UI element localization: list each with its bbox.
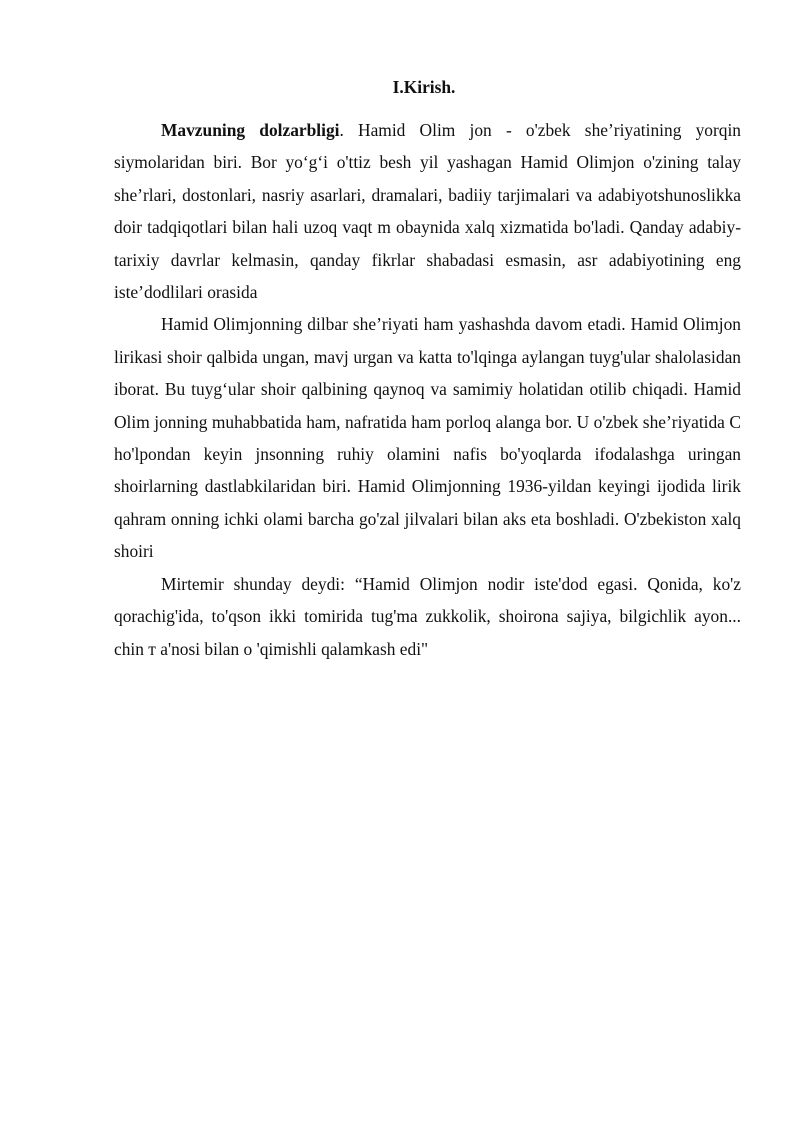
paragraph-2: Hamid Olimjonning dilbar she’riyati ham yashashda davom etadi. Hamid Olimjon lirikasi shoir qalbida ungan, mavj urgan va katta to'lqinga aylangan tuyg'ular shalolasidan iborat. Bu tuyg‘ular shoir qalbining qaynoq va samimiy holatidan otilib chiqadi. Hamid Olim jonning muhabbatida ham, nafratida ham porloq alanga bor. U o'zbek she’riyatida C ho'lpondan keyin jnsonning ruhiy olamini nafis bo'yoqlarda ifodalashga uringan shoirlarning dastlabkilaridan biri. Hamid Olimjonning 1936-yildan keyingi ijodida lirik qahram onning ichki olami barcha go'zal jilvalari bilan aks eta boshladi. O'zbekiston xalq shoiri (114, 314, 741, 562)
paragraph-1 (114, 114, 741, 308)
paragraph-1-lead: Mavzuning dolzarbligi (161, 120, 340, 140)
paragraph-1-text: . Hamid Olim jon - o'zbek she’riyatining yorqin siymolaridan biri. Bor yo‘g‘i o'ttiz besh yil yashagan Hamid Olimjon o'zining talay she’rlari, dostonlari, nasriy asarlari, dramalari, badiiy tarjimalari va adabiyotshunoslikka doir tadqiqotlari bilan hali uzoq vaqt m obaynida xalq xizmatida bo'ladi. Qanday adabiy-tarixiy davrlar kelmasin, qanday fikrlar shabadasi esmasin, asr adabiyotining eng iste’dodlilari orasida (114, 120, 741, 303)
paragraph-3: Mirtemir shunday deydi: “Hamid Olimjon nodir iste'dod egasi. Qonida, ko'z qorachig'ida, to'qson ikki tomirida tug'ma zukkolik, shoirona sajiya, bilgichlik ayon... chin т a'nosi bilan o 'qimishli qalamkash edi" (114, 573, 741, 659)
section-heading: I.Kirish. (392, 77, 456, 97)
body-text (114, 114, 741, 665)
